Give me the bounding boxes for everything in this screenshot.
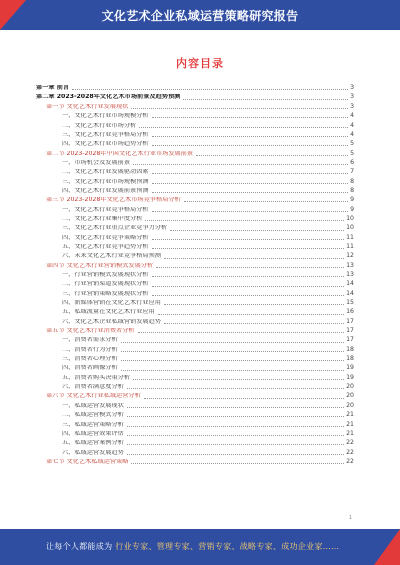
toc-entry-page: 22 [346,457,354,465]
toc-entry[interactable] [36,409,354,418]
toc-entry-label: 第一节 文化艺术行业发展现状 [46,103,129,110]
toc-entry-page: 17 [346,336,354,344]
toc-leader-dots [127,388,344,389]
toc-entry[interactable] [36,297,354,306]
toc-entry[interactable] [36,325,354,334]
toc-entry[interactable] [36,222,354,231]
toc-entry[interactable] [36,306,354,315]
toc-entry[interactable] [36,213,354,222]
toc-leader-dots [127,426,344,427]
toc-leader-dots [152,173,348,174]
toc-entry-page: 16 [346,308,354,316]
toc-entry[interactable] [36,428,354,437]
toc-entry-page: 18 [346,355,354,363]
toc-entry-label: 一、市场机会及发展前景 [62,159,131,166]
toc-entry[interactable] [36,250,354,259]
toc-entry-page: 4 [350,121,354,129]
header-bar [0,0,400,30]
toc-leader-dots [152,239,345,240]
toc-entry-page: 17 [346,327,354,335]
toc-leader-dots [127,454,344,455]
toc-entry-label: 一、私域运营发展现状 [62,402,124,409]
toc-entry-label: 三、行业营销策略发展现状分析 [62,290,149,297]
toc-entry-page: 15 [346,299,354,307]
toc-entry-page: 17 [346,317,354,325]
toc-entry[interactable] [36,119,354,128]
toc-entry-label: 二、行业营销渠道发展现状分析 [62,281,149,288]
toc-entry-page: 18 [346,345,354,353]
toc-entry-page: 13 [346,261,354,269]
toc-entry-page: 19 [346,373,354,381]
toc-leader-dots [127,407,344,408]
toc-entry-label: 五、私域流量在文化艺术行业应用 [62,309,155,316]
toc-entry-label: 第三节 2023-2028年文化艺术市场竞争格局分析 [46,197,181,204]
toc-leader-dots [183,99,348,100]
toc-entry-page: 9 [350,196,354,204]
toc-entry[interactable] [36,362,354,371]
toc-entry-page: 22 [346,448,354,456]
toc-entry[interactable] [36,166,354,175]
toc-leader-dots [184,201,348,202]
toc-entry[interactable] [36,82,354,91]
toc-leader-dots [152,248,345,249]
footer-accent-shape [374,529,400,565]
toc-entry-label: 第五节 文化艺术行业消费者分析 [46,328,135,335]
toc-leader-dots [164,258,344,259]
toc-entry-label: 五、消费者购买决策分析 [62,374,131,381]
toc-entry[interactable] [36,241,354,250]
toc-leader-dots [133,379,344,380]
toc-entry-label: 第六节 文化艺术行业私域运营分析 [46,393,141,400]
toc-leader-dots [121,342,344,343]
toc-entry[interactable] [36,260,354,269]
toc-leader-dots [144,398,344,399]
toc-leader-dots [152,211,348,212]
toc-entry-page: 10 [346,214,354,222]
toc-leader-dots [127,444,344,445]
toc-leader-dots [139,127,348,128]
toc-entry-label: 一、行业营销模式发展现状分析 [62,272,149,279]
toc-entry-page: 5 [350,149,354,157]
toc-entry-label: 二、文化艺术行业集中度分析 [62,215,143,222]
toc-entry-label: 四、文化艺术行业竞争策略分析 [62,234,149,241]
toc-entry[interactable] [36,138,354,147]
toc-leader-dots [152,286,345,287]
toc-entry[interactable] [36,232,354,241]
footer-bar [0,529,400,565]
toc-leader-dots [145,220,344,221]
toc-entry-label: 一、文化艺术行业竞争格局分析 [62,206,149,213]
toc-entry-label: 四、新媒体营销在文化艺术行业应用 [62,300,161,307]
toc-entry-label: 六、文化艺术企业私域营销发展趋势 [62,318,161,325]
toc-entry-page: 20 [346,401,354,409]
toc-leader-dots [138,332,345,333]
toc-entry-page: 14 [346,289,354,297]
toc-entry[interactable] [36,288,354,297]
toc-leader-dots [127,416,344,417]
toc-entry[interactable] [36,334,354,343]
toc-entry[interactable] [36,418,354,427]
toc-entry[interactable] [36,110,354,119]
toc-entry-page: 8 [350,177,354,185]
toc-entry-page: 4 [350,112,354,120]
toc-leader-dots [196,155,348,156]
toc-leader-dots [164,304,344,305]
toc-leader-dots [164,323,344,324]
toc-entry[interactable] [36,91,354,100]
toc-leader-dots [152,276,345,277]
toc-entry-label: 三、文化艺术行业重点企业竞争力分析 [62,225,168,232]
toc-leader-dots [121,360,344,361]
toc-entry-label: 第七节 文化艺术私域运营策略 [46,458,129,465]
toc-entry[interactable] [36,129,354,138]
toc-entry-page: 3 [350,102,354,110]
toc-entry[interactable] [36,157,354,166]
toc-entry[interactable] [36,400,354,409]
toc-entry[interactable] [36,381,354,390]
toc-entry-label: 第二章 2023-2028年文化艺术市场前景及趋势预测 [36,94,181,101]
toc-entry-label: 四、文化艺术行业发展前景预测 [62,187,149,194]
toc-entry-page: 22 [346,439,354,447]
toc-entry-label: 五、私域运营案例分析 [62,440,124,447]
toc-leader-dots [121,351,344,352]
toc-leader-dots [156,267,344,268]
table-of-contents [36,82,354,465]
footer-slogan-highlight: 行业专家、管理专家、营销专家、战略专家、成功企业家…… [115,542,340,551]
toc-leader-dots [152,145,348,146]
toc-leader-dots [121,370,344,371]
toc-entry-page: 21 [346,429,354,437]
toc-entry[interactable] [36,278,354,287]
toc-entry-page: 3 [350,93,354,101]
toc-entry-label: 二、文化艺术行业发展驱动因素 [62,169,149,176]
toc-leader-dots [72,89,348,90]
toc-entry-label: 三、私域运营策略分析 [62,421,124,428]
toc-entry-page: 6 [350,158,354,166]
toc-entry-label: 第二节 2023-2028年中国文化艺术行业市场发展前景 [46,150,194,157]
toc-entry[interactable] [36,101,354,110]
toc-entry-label: 一、消费者需求分析 [62,337,118,344]
toc-entry-label: 三、消费者心理分析 [62,356,118,363]
toc-leader-dots [158,314,344,315]
toc-entry[interactable] [36,175,354,184]
toc-entry-label: 二、文化艺术行业市场分析 [62,122,137,129]
toc-entry[interactable] [36,446,354,455]
toc-entry-page: 14 [346,280,354,288]
toc-leader-dots [152,192,348,193]
toc-entry-page: 10 [346,224,354,232]
toc-leader-dots [127,435,344,436]
toc-entry-page: 20 [346,392,354,400]
footer-slogan-prefix: 让每个人都能成为 [46,542,113,551]
toc-entry-label: 第四节 文化艺术行业营销模式发展分析 [46,262,154,269]
toc-entry-label: 五、文化艺术行业竞争趋势分析 [62,243,149,250]
toc-entry[interactable] [36,269,354,278]
toc-entry-page: 13 [346,271,354,279]
toc-entry[interactable] [36,437,354,446]
toc-entry-page: 4 [350,130,354,138]
toc-entry-label: 二、消费者行为分析 [62,346,118,353]
report-title: 文化艺术企业私域运营策略研究报告 [101,9,299,23]
toc-leader-dots [152,136,348,137]
toc-entry-page: 21 [346,420,354,428]
toc-leader-dots [152,183,348,184]
toc-entry[interactable] [36,194,354,203]
toc-entry-page: 3 [350,84,354,92]
toc-entry[interactable] [36,456,354,465]
toc-leader-dots [152,117,348,118]
toc-leader-dots [133,164,348,165]
toc-entry-page: 19 [346,364,354,372]
toc-entry[interactable] [36,344,354,353]
toc-heading: 内容目录 [176,57,224,70]
page-number: 1 [348,515,352,521]
toc-entry[interactable] [36,316,354,325]
toc-leader-dots [131,463,344,464]
toc-entry[interactable] [36,372,354,381]
toc-entry-label: 四、文化艺术行业市场趋势分析 [62,141,149,148]
toc-entry-page: 7 [350,168,354,176]
footer-slogan [46,541,339,552]
toc-entry-page: 21 [346,411,354,419]
toc-entry-label: 第一章 前言 [36,85,70,92]
toc-entry-page: 9 [350,205,354,213]
toc-entry-label: 三、文化艺术行业竞争格局分析 [62,131,149,138]
toc-entry-label: 六、未来文化艺术行业竞争格局预测 [62,253,161,260]
toc-entry-label: 一、文化艺术行业市场规模分析 [62,113,149,120]
toc-entry-page: 12 [346,252,354,260]
toc-leader-dots [170,230,344,231]
toc-entry-label: 六、消费者满意度分析 [62,384,124,391]
toc-entry-label: 四、消费者画像分析 [62,365,118,372]
toc-leader-dots [152,295,345,296]
toc-entry[interactable] [36,203,354,212]
toc-entry-page: 20 [346,383,354,391]
toc-entry-page: 8 [350,186,354,194]
toc-entry-page: 11 [346,233,354,241]
toc-entry-label: 二、私域运营模式分析 [62,412,124,419]
toc-entry[interactable] [36,185,354,194]
toc-entry-label: 六、私域运营发展趋势 [62,449,124,456]
toc-entry[interactable] [36,147,354,156]
toc-entry[interactable] [36,390,354,399]
toc-entry-label: 四、私域运营效果评估 [62,430,124,437]
toc-entry-page: 5 [350,140,354,148]
toc-entry-label: 三、文化艺术行业市场规模预测 [62,178,149,185]
toc-entry[interactable] [36,353,354,362]
toc-entry-page: 11 [346,242,354,250]
toc-leader-dots [131,108,348,109]
